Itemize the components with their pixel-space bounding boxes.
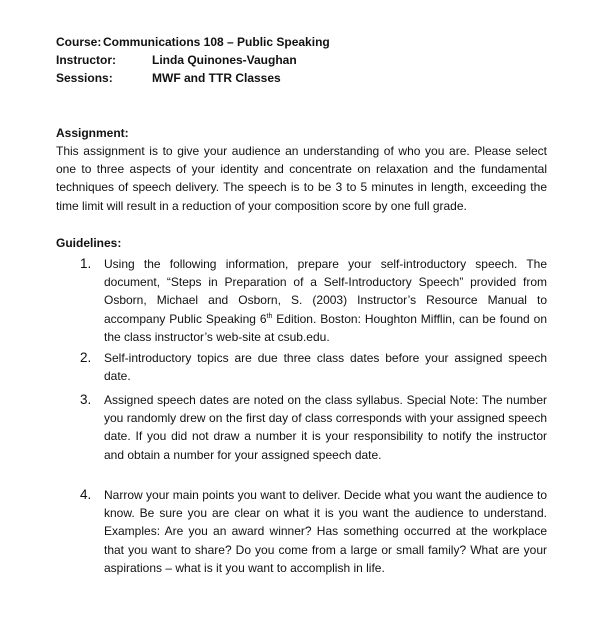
guideline-text-part: Edition. Boston: Houghton Mifflin, can be found on the class instructor’s web-site at csub.edu. xyxy=(104,311,547,344)
guidelines-heading: Guidelines: xyxy=(56,236,122,250)
guideline-number: 4. xyxy=(80,487,92,502)
sessions-row xyxy=(56,71,281,86)
guideline-item-1 xyxy=(80,255,547,346)
sessions-label: Sessions: xyxy=(56,71,113,85)
instructor-row xyxy=(56,53,297,68)
assignment-heading: Assignment: xyxy=(56,126,129,140)
guideline-item-3 xyxy=(80,391,547,464)
guideline-text: Self-introductory topics are due three class dates before your assigned speech date. xyxy=(104,351,547,384)
course-value: Communications 108 – Public Speaking xyxy=(103,35,330,49)
course-label: Course: xyxy=(56,35,102,49)
instructor-label: Instructor: xyxy=(56,53,116,67)
guideline-text: Narrow your main points you want to deliver. Decide what you want the audience to know. Be sure you are clear on what it is you want the audience to understand. Examples: Are you an award winner? Has something occurred at the workplace that you want to share? Do you come from a large or small family? What are your aspirations – what is it you want to accomplish in life. xyxy=(104,488,547,575)
course-row xyxy=(56,35,330,50)
guideline-text-part: Using the following information, prepare your self-introductory speech. The document, “Steps in Preparation of a Self-Introductory Speech” provided from Osborn, Michael and Osborn, S. (2003) Instructor’s Resource Manual to accompany Public Speaking 6 xyxy=(104,257,547,326)
assignment-paragraph: This assignment is to give your audience an understanding of who you are. Please select one to three aspects of your identity and concentrate on relaxation and the fundamental techniques of speech delivery. The speech is to be 3 to 5 minutes in length, exceeding the time limit will result in a reduction of your composition score by one full grade. xyxy=(56,144,547,213)
superscript-th: th xyxy=(266,312,273,320)
guideline-text: Assigned speech dates are noted on the class syllabus. Special Note: The number you randomly drew on the first day of class corresponds with your assigned speech date. If you did not draw a number it is your responsibility to notify the instructor and obtain a number for your assigned speech date. xyxy=(104,393,547,462)
guideline-number: 2. xyxy=(80,350,92,365)
guideline-text xyxy=(104,255,547,346)
guideline-item-2 xyxy=(80,349,547,385)
sessions-value: MWF and TTR Classes xyxy=(152,71,281,85)
guideline-item-4 xyxy=(80,486,547,577)
guideline-number: 1. xyxy=(80,256,92,271)
guideline-number: 3. xyxy=(80,392,92,407)
instructor-value: Linda Quinones-Vaughan xyxy=(152,53,297,67)
